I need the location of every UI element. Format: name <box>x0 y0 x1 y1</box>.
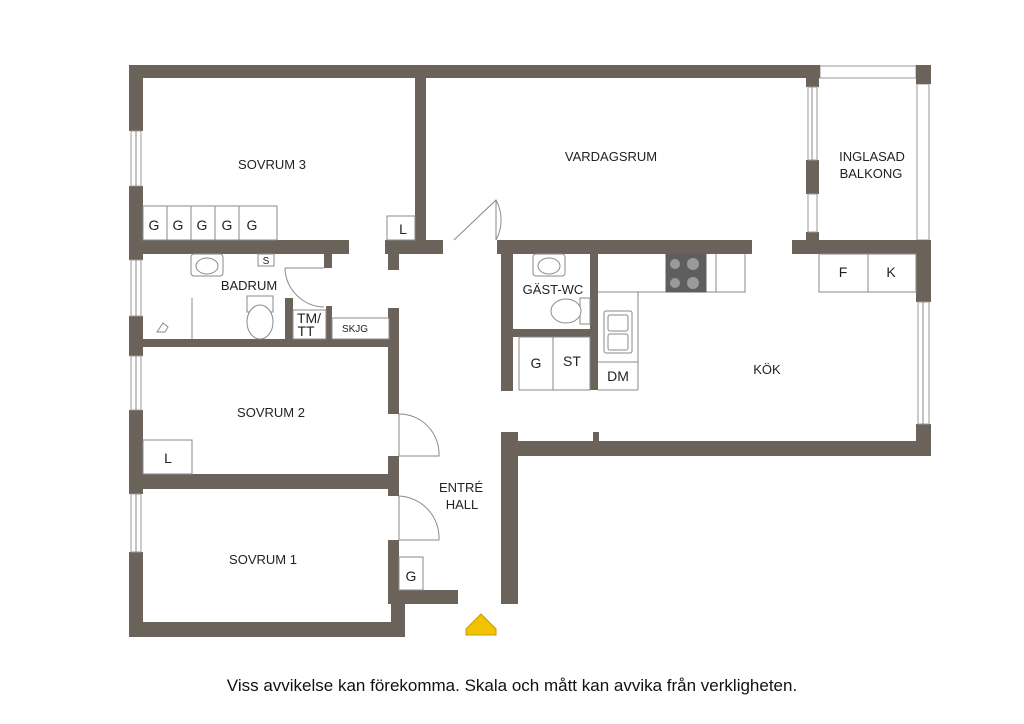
closet-k: K <box>886 264 896 280</box>
room-vardagsrum: VARDAGSRUM <box>564 149 658 164</box>
disclaimer-text: Viss avvikelse kan förekomma. Skala och mått kan avvika från verkligheten. <box>226 676 798 695</box>
closet-dm: DM <box>607 368 629 384</box>
badrum-s-label: S <box>262 256 270 267</box>
sovrum3-closets <box>143 206 415 240</box>
gast-wc-fixtures <box>519 254 590 390</box>
closet-g-2: G <box>172 217 184 233</box>
closet-g-entre: G <box>405 568 417 584</box>
closet-g-5: G <box>246 217 258 233</box>
tm-tt-line2: TT <box>297 323 315 339</box>
room-sovrum2: SOVRUM 2 <box>237 405 305 420</box>
room-gast-wc: GÄST-WC <box>522 282 584 297</box>
room-kok: KÖK <box>753 362 781 377</box>
room-badrum: BADRUM <box>220 278 278 293</box>
room-entre-line2: HALL <box>445 497 479 512</box>
closet-f: F <box>838 264 848 280</box>
room-balkong-line2: BALKONG <box>839 166 903 181</box>
closet-l-sovrum2: L <box>164 450 172 466</box>
closet-g-3: G <box>196 217 208 233</box>
closet-g-wc: G <box>530 355 542 371</box>
room-sovrum3: SOVRUM 3 <box>238 157 306 172</box>
closet-g-1: G <box>148 217 160 233</box>
room-entre-line1: ENTRÉ <box>438 480 484 495</box>
tm-tt-line1: TM/ <box>296 310 322 326</box>
badrum-fixtures <box>157 254 389 339</box>
room-balkong-line1: INGLASAD <box>839 149 905 164</box>
room-sovrum1: SOVRUM 1 <box>229 552 297 567</box>
closet-l-sovrum3: L <box>399 221 407 237</box>
closet-st: ST <box>563 353 581 369</box>
entrance-arrow-icon <box>466 614 496 635</box>
closet-g-4: G <box>221 217 233 233</box>
other-closets <box>143 440 423 590</box>
skjg-label: SKJG <box>341 324 369 335</box>
